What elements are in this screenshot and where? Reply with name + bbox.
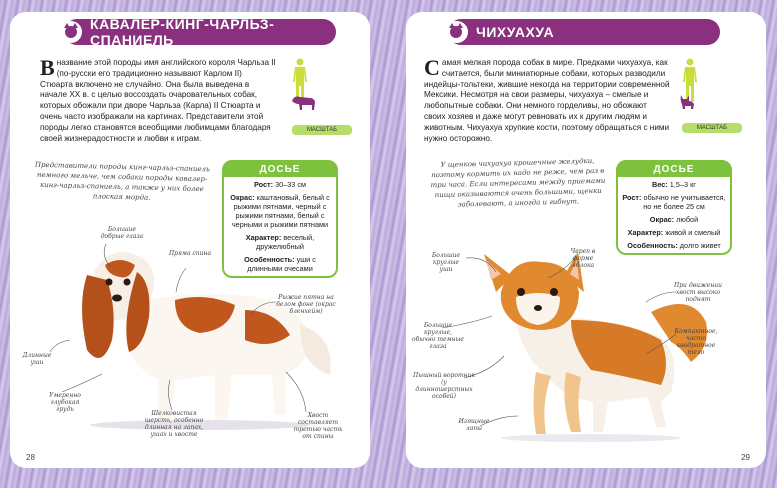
handwritten-note: У щенков чихуахуа крошечные желудки, поэтому кормить их надо не реже, чем раз в три часа. Если интересами между приемами пищи оказываются очень большими, щенки заболевают, а иногда и гибнут. xyxy=(430,156,606,209)
scale-indicator xyxy=(682,58,742,133)
page-title: ЧИХУАХУА xyxy=(476,24,555,40)
annotation-fur: Шелковистая шерсть, особенно длинная на лапах, ушах и хвосте xyxy=(144,410,204,438)
dossier-row: Характер: веселый, дружелюбный xyxy=(245,233,315,251)
intro-text: название этой породы имя английского короля Чарльза II (по-русски его традиционно называют Карлом II) Стюарта включено не случайно. Она была выведена в начале XX в. с целью воссоздать очаровательных собак, которых обожали при дворе Чарльза (Карла) II Стюарта и очень часто изображали на картинах. Представители этой породы легко становятся всеобщими любимцами благодаря своей жизнерадостности и любви к играм. xyxy=(40,58,276,143)
dossier-box xyxy=(616,160,732,255)
cavalier-dog-illustration xyxy=(65,240,340,430)
intro-text: амая мелкая порода собак в мире. Предками чихуахуа, как считается, были миниатюрные собаки, которых разводили индейцы-тольтеки, жившие некогда на территории современной Мексики. Несмотря на свои размеры, чихуахуа – смелые и любопытные собаки. Они немного горделивы, но обожают своих хозяев и даже могут ревновать их к другим людям и животным. Чихуахуа хрупкие кости, поэтому обращаться с ними нужно осторожно. xyxy=(424,58,670,143)
annotation-eyes: Большие круглые, обычно темные глаза xyxy=(412,322,464,350)
annotation-collar: Пышный воротник (у длинношерстных особей) xyxy=(412,372,476,400)
scale-indicator xyxy=(292,58,352,135)
dossier-row: Характер: живой и смелый xyxy=(627,228,721,237)
camera-icon xyxy=(65,26,77,38)
annotation-chest: Умеренно глубокая грудь xyxy=(49,392,81,413)
drop-cap: В xyxy=(40,55,55,80)
camera-icon-wrap xyxy=(60,21,82,43)
left-page xyxy=(10,12,370,468)
annotation-back: Пряма спина xyxy=(168,250,212,257)
right-page xyxy=(406,12,766,468)
annotation-ears: Большие круглые уши xyxy=(431,252,461,273)
dossier-heading: ДОСЬЕ xyxy=(224,162,336,177)
page-title: КАВАЛЕР-КИНГ-ЧАРЛЬЗ-СПАНИЕЛЬ xyxy=(90,16,275,48)
page-number: 28 xyxy=(26,453,35,462)
camera-icon-wrap xyxy=(444,21,468,43)
annotation-ears: Длинные уши xyxy=(22,352,52,366)
annotation-tail: При движении хвост высоко поднят xyxy=(673,282,723,303)
annotation-coat-color: Рыжие пятна на белом фоне (окрас бленхейм) xyxy=(276,294,336,315)
annotation-eyes: Большие добрые глаза xyxy=(100,226,144,240)
dossier-row: Особенность: долго живет xyxy=(627,241,721,250)
drop-cap: С xyxy=(424,55,440,80)
human-silhouette-icon xyxy=(682,58,698,102)
dossier-row: Вес: 1,5–3 кг xyxy=(652,180,696,189)
intro-paragraph xyxy=(424,55,670,144)
scale-badge: МАСШТАБ xyxy=(292,125,352,135)
dossier-row: Окрас: каштановый, белый с рыжими пятнами, черный с рыжими пятнами, белый с черными и рыжими пятнами xyxy=(230,193,330,229)
annotation-skull: Череп в форме яблока xyxy=(570,248,596,269)
annotation-body: Компактное, часто квадратное тело xyxy=(674,328,718,356)
scale-badge: МАСШТАБ xyxy=(682,123,742,133)
dossier-row: Рост: 30–33 см xyxy=(253,180,307,189)
annotation-paws: Изящные лапы xyxy=(458,418,490,432)
human-silhouette-icon xyxy=(292,58,308,102)
page-title-bar xyxy=(448,19,720,45)
page-title-bar xyxy=(64,16,336,48)
page-number: 29 xyxy=(741,453,750,462)
intro-paragraph xyxy=(40,55,276,144)
dossier-row: Окрас: любой xyxy=(649,215,699,224)
camera-icon xyxy=(450,26,462,38)
annotation-tail: Хвост составляет третью часть от спины xyxy=(293,412,343,440)
dossier-heading: ДОСЬЕ xyxy=(618,162,730,177)
handwritten-note: Представители породы кинг-чарльз-спаниель немного мельче, чем собаки породы кавалер-кинг-чарльз-спаниель, а также у них более плоская морда. xyxy=(34,160,210,202)
dossier-row: Рост: обычно не учитывается, но не более 25 см xyxy=(622,193,726,211)
dossier-row: Особенность: уши с длинными очесами xyxy=(244,255,316,273)
